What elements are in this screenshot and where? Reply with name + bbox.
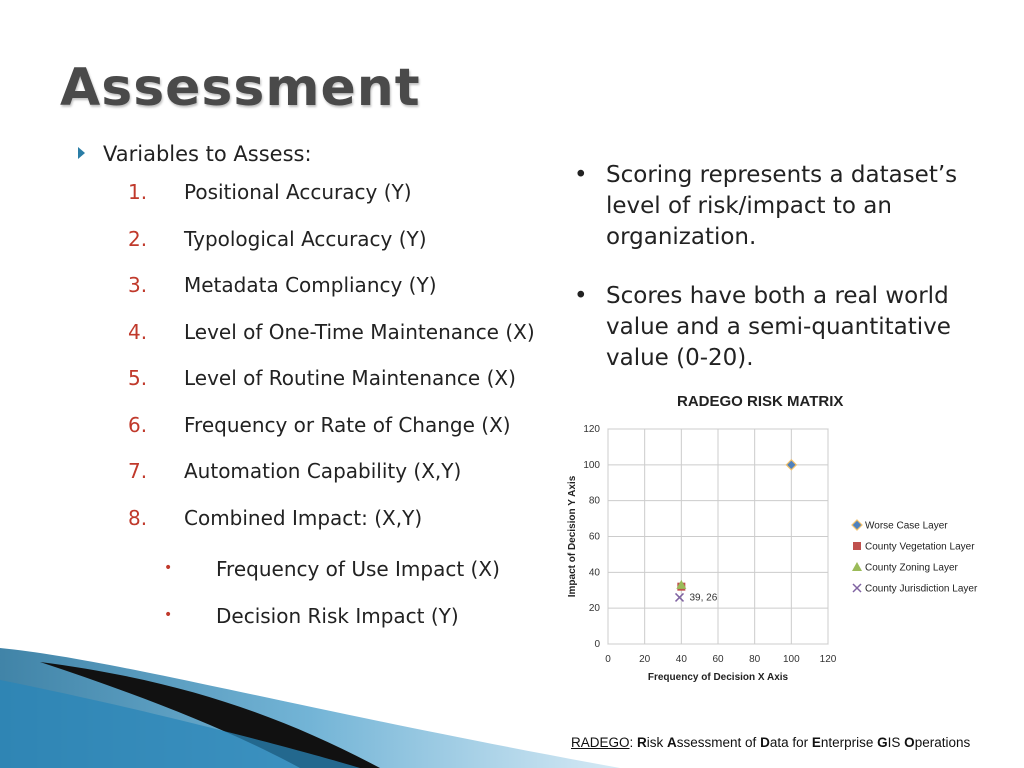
item-label: Positional Accuracy (Y): [184, 180, 412, 204]
list-item: [128, 180, 535, 227]
item-label: Decision Risk Impact (Y): [216, 603, 459, 628]
item-label: Level of One-Time Maintenance (X): [184, 319, 535, 344]
y-tick-label: 60: [588, 531, 600, 543]
y-tick-label: 0: [594, 639, 600, 650]
list-item: [128, 273, 535, 320]
x-tick-label: 80: [749, 654, 761, 665]
note-text: Scores have both a real world value and a semi-quantitative value (0-20).: [606, 283, 951, 371]
page-title: Assessment: [60, 58, 421, 118]
item-number: 5.: [128, 366, 148, 390]
list-item: [164, 557, 500, 604]
item-label: Automation Capability (X,Y): [184, 459, 462, 483]
legend-marker-diamond: [852, 520, 862, 530]
footer-cap: E: [811, 735, 821, 750]
footer-word: nterprise: [820, 735, 878, 750]
variables-list: [128, 180, 535, 552]
variables-heading: [78, 142, 312, 166]
y-axis-label: Impact of Decision Y Axis: [567, 475, 578, 598]
y-tick-label: 100: [583, 459, 600, 471]
item-number: 7.: [128, 459, 148, 483]
item-number: 1.: [128, 180, 148, 204]
item-label: Typological Accuracy (Y): [184, 226, 427, 251]
list-item: [128, 413, 535, 460]
note-item: [574, 281, 1014, 374]
item-label: Frequency or Rate of Change (X): [184, 412, 511, 437]
item-number: 8.: [128, 505, 148, 530]
list-item: [128, 459, 535, 506]
footer-cap: A: [667, 735, 677, 750]
bullet-icon: •: [164, 606, 173, 623]
item-number: 4.: [128, 319, 148, 344]
variables-heading-text: Variables to Assess:: [103, 142, 312, 166]
x-tick-label: 0: [605, 654, 611, 665]
list-item: [128, 320, 535, 367]
item-label: Frequency of Use Impact (X): [216, 557, 500, 581]
decorative-swoosh: [0, 640, 620, 768]
footer-word: ata for: [769, 735, 812, 750]
x-tick-label: 20: [639, 654, 651, 665]
x-tick-label: 100: [782, 654, 800, 665]
x-tick-label: 60: [712, 654, 724, 665]
note-text: Scoring represents a dataset’s level of risk/impact to an organization.: [606, 162, 958, 250]
list-item: [164, 604, 500, 651]
footer-word: ssessment of: [676, 735, 761, 750]
list-item: [128, 506, 535, 553]
scoring-notes: [574, 160, 1014, 402]
legend-entry: County Vegetation Layer: [865, 541, 975, 553]
x-tick-label: 120: [819, 654, 837, 665]
risk-matrix-chart: [560, 415, 1000, 690]
footer-cap: O: [904, 735, 915, 750]
arrow-bullet-icon: [78, 147, 85, 159]
y-tick-label: 40: [588, 567, 600, 579]
footer-word: perations: [914, 735, 971, 750]
list-item: [128, 366, 535, 413]
item-number: 2.: [128, 226, 148, 251]
legend-marker-square: [853, 542, 861, 550]
item-label: Level of Routine Maintenance (X): [184, 366, 516, 390]
combined-impact-sublist: [164, 557, 500, 650]
footer-acronym: [571, 735, 970, 750]
footer-word: isk: [646, 735, 668, 750]
list-item: [128, 227, 535, 274]
y-tick-label: 120: [583, 424, 600, 435]
chart-title: RADEGO RISK MATRIX: [677, 393, 844, 410]
legend-entry: County Jurisdiction Layer: [865, 583, 978, 595]
legend-entry: County Zoning Layer: [865, 562, 958, 574]
x-tick-label: 40: [675, 654, 687, 665]
x-axis-label: Frequency of Decision X Axis: [647, 672, 789, 683]
footer-cap: R: [637, 735, 647, 750]
note-item: [574, 160, 1014, 253]
footer-word: IS: [887, 735, 905, 750]
data-label: 39, 26: [689, 592, 718, 604]
legend-marker-x: [853, 584, 861, 592]
bullet-icon: •: [164, 560, 173, 576]
legend-marker-triangle: [852, 562, 862, 571]
footer-cap: G: [877, 735, 888, 750]
item-number: 3.: [128, 273, 148, 297]
bullet-icon: •: [574, 162, 588, 188]
y-tick-label: 20: [588, 603, 600, 615]
footer-cap: D: [760, 735, 770, 750]
footer-separator: :: [629, 735, 638, 750]
item-label: Metadata Compliancy (Y): [184, 273, 437, 297]
y-tick-label: 80: [588, 495, 600, 507]
bullet-icon: •: [574, 283, 588, 309]
item-number: 6.: [128, 412, 148, 437]
footer-acronym-word: RADEGO: [571, 735, 630, 750]
legend-entry: Worse Case Layer: [865, 520, 948, 532]
item-label: Combined Impact: (X,Y): [184, 505, 423, 530]
